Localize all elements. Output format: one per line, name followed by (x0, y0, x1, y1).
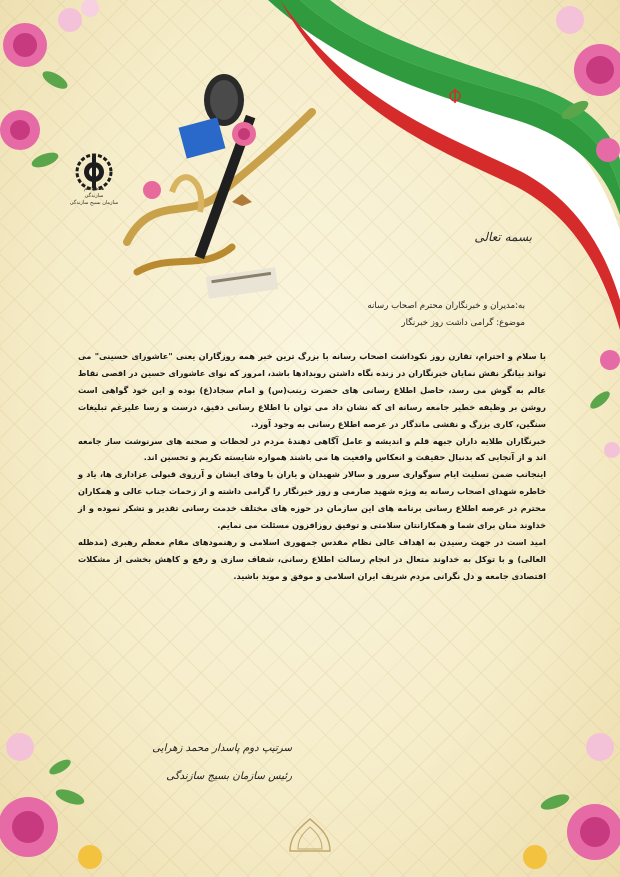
body-paragraph-2: خبرنگاران طلایه داران جبهه قلم و اندیشه و عامل آگاهی دهندهٔ مردم در لحظات و صحنه های سرنوشت ساز جامعه اند و از آنجایی که بدنبال حقیقت و انعکاس واقعیت ها می باشند همواره شایسته تکریم و تحسین اند. (78, 435, 546, 463)
journalist-calligraphy-artwork (112, 72, 322, 302)
logo-caption-line-3: سازمان بسیج سازندگی (69, 200, 119, 206)
floral-corner-top-right (500, 0, 620, 170)
letter-body (78, 348, 546, 585)
recipient-line: به:مدیران و خبرنگاران محترم اصحاب رسانه (367, 301, 525, 311)
body-paragraph-4: امید است در جهت رسیدن به اهداف عالی نظام مقدس جمهوری اسلامی و رهنمودهای مقام معظم رهبری (مدظله العالی) و با توکل به خداوند متعال در انجام رسالت اطلاع رسانی، شفاف سازی و رفع و کاهش بخشی از مشکلات اقتصادی جامعه و دل نگرانی مردم شریف ایران اسلامی و موفق و موید باشید. (78, 536, 546, 581)
body-paragraph-3: اینجانب ضمن تسلیت ایام سوگواری سرور و سالار شهیدان و یاران با وفای ایشان و آرزوی قبولی عزاداری ها، یاد و خاطره شهدای اصحاب رسانه به ویژه شهید صارمی و روز خبرنگار را گرامی داشته و از زحمات جناب عالی و همکاران محترم در عرصه اطلاع رسانی برنامه های این سازمان در حوزه های مختلف خدمت رسانی تقدیر و تشکر نموده و از خداوند منان برای شما و همکارانتان سلامتی و توفیق روزافزون مسئلت می نمایم. (78, 469, 546, 531)
signature-block (132, 735, 292, 791)
body-paragraph-1: با سلام و احترام، تقارن روز نکوداشت اصحاب رسانه با بزرگ ترین خبر همه روزگاران یعنی "عاشورای حسینی" می تواند بیانگر نقش نمایان خبرنگاران در زنده نگاه داشتن رویدادها باشد، امروز که نوای عاشورای حسین در اقصی نقاط عالم به گوش می رسد، حاصل اطلاع رسانی های حضرت زینب(س) و امام سجاد(ع) بوده و این خود گواهی است روشن بر وظیفه خطیر جامعه رسانه ای که نشان داد می توان با اطلاع رسانی دقیق، درست و رسا علیرغم تبلیغات سنگین، کاری بزرگ و نقشی ماندگار در عرصه اطلاع رسانی به وجود آورد. (78, 351, 546, 429)
logo-caption-line-1: همه با هم (83, 186, 105, 192)
subject-line: موضوع: گرامی داشت روز خبرنگار (401, 318, 525, 328)
bismillah-heading: بسمه تعالی (474, 230, 532, 244)
address-block (165, 298, 525, 332)
floral-corner-bottom-left (0, 707, 120, 877)
floral-corner-middle-right (570, 330, 620, 480)
logo-caption-line-2: سازندگی (84, 193, 104, 199)
floral-corner-bottom-right (500, 707, 620, 877)
signatory-title: رئیس سازمان بسیج سازندگی (166, 771, 292, 782)
signatory-name: سرتیپ دوم پاسدار محمد زهرایی (152, 743, 292, 754)
bottom-ornament (270, 815, 350, 855)
